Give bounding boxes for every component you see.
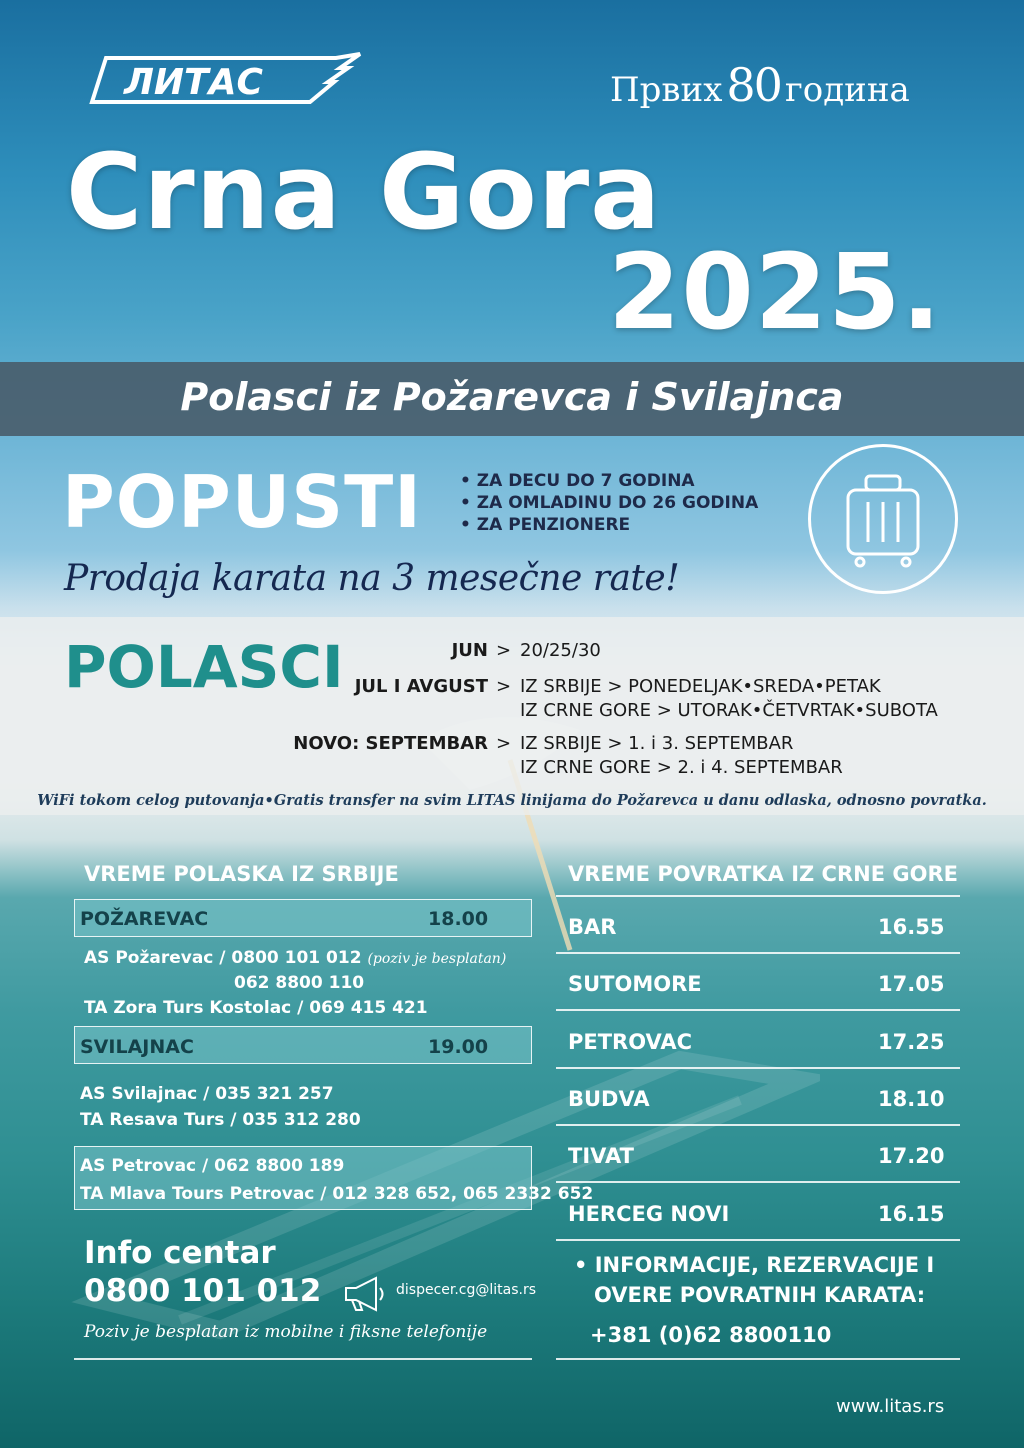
departure-value: IZ CRNE GORE > UTORAK•ČETVRTAK•SUBOTA — [520, 700, 938, 721]
mlava-agency-contact: TA Mlava Tours Petrovac / 012 328 652, 065 2332 652 — [80, 1184, 594, 1204]
slogan-pre: Првих — [610, 70, 723, 110]
reservation-phone[interactable]: +381 (0)62 8800110 — [590, 1323, 832, 1347]
installments-text: Prodaja karata na 3 mesečne rate! — [64, 558, 680, 599]
discount-item: • ZA DECU DO 7 GODINA — [460, 470, 758, 492]
divider — [556, 1067, 960, 1069]
main-title: Crna Gora — [66, 131, 662, 253]
free-call-note: (poziv je besplatan) — [367, 951, 507, 967]
discounts-title: POPUSTI — [62, 460, 422, 544]
divider — [556, 1009, 960, 1011]
departure-value: IZ SRBIJE > PONEDELJAK•SREDA•PETAK — [520, 676, 881, 697]
discounts-list — [460, 470, 758, 536]
return-times-heading: VREME POVRATKA IZ CRNE GORE — [568, 862, 958, 886]
return-city: SUTOMORE — [568, 972, 702, 996]
departure-times-heading: VREME POLASKA IZ SRBIJE — [84, 862, 399, 886]
divider — [556, 1181, 960, 1183]
main-title-year: 2025. — [608, 231, 942, 353]
wifi-note: WiFi tokom celog putovanja•Gratis transfer na svim LITAS linijama do Požarevca u danu odlaska, odnosno povratka. — [37, 792, 987, 809]
megaphone-icon — [342, 1276, 388, 1312]
departure-label-septembar: NOVO: SEPTEMBAR — [293, 733, 488, 754]
divider — [74, 1358, 532, 1360]
arrow: > — [496, 733, 512, 754]
departure-value: IZ CRNE GORE > 2. i 4. SEPTEMBAR — [520, 757, 843, 778]
return-time: 17.20 — [878, 1144, 945, 1168]
discount-item: • ZA OMLADINU DO 26 GODINA — [460, 492, 758, 514]
reservation-info-line1: • INFORMACIJE, REZERVACIJE I — [574, 1253, 935, 1277]
litas-logo — [88, 52, 363, 108]
return-time: 16.55 — [878, 915, 945, 939]
pozarevac-time: 18.00 — [428, 908, 489, 930]
svilajnac-city: SVILAJNAC — [80, 1036, 194, 1058]
svilajnac-station-contact: AS Svilajnac / 035 321 257 — [80, 1084, 334, 1104]
return-city: BAR — [568, 915, 617, 939]
dispatcher-email[interactable]: dispecer.cg@litas.rs — [396, 1282, 537, 1298]
slogan-number: 80 — [726, 58, 781, 112]
route-band-text: Polasci iz Požarevca i Svilajnca — [180, 375, 844, 419]
arrow: > — [496, 676, 512, 697]
departure-value: 20/25/30 — [520, 640, 601, 661]
divider — [556, 1358, 960, 1360]
pozarevac-phone2: 062 8800 110 — [234, 973, 365, 993]
free-call-note: Poziv je besplatan iz mobilne i fiksne telefonije — [84, 1322, 488, 1342]
arrow: > — [496, 640, 512, 661]
departures-title: POLASCI — [64, 633, 344, 701]
slogan-post: година — [784, 70, 910, 110]
contact-text: AS Požarevac / 0800 101 012 — [84, 948, 362, 968]
return-city: TIVAT — [568, 1144, 634, 1168]
pozarevac-station-contact — [84, 948, 506, 968]
petrovac-station-contact: AS Petrovac / 062 8800 189 — [80, 1156, 345, 1176]
info-center-phone[interactable]: 0800 101 012 — [84, 1273, 322, 1309]
pozarevac-city: POŽAREVAC — [80, 908, 209, 930]
return-time: 17.25 — [878, 1030, 945, 1054]
departure-value: IZ SRBIJE > 1. i 3. SEPTEMBAR — [520, 733, 794, 754]
reservation-info-line2: OVERE POVRATNIH KARATA: — [594, 1283, 926, 1307]
divider — [556, 1239, 960, 1241]
info-center-title: Info centar — [84, 1235, 276, 1271]
divider — [556, 952, 960, 954]
return-city: BUDVA — [568, 1087, 650, 1111]
return-city: PETROVAC — [568, 1030, 693, 1054]
return-time: 17.05 — [878, 972, 945, 996]
divider — [556, 1124, 960, 1126]
resava-agency-contact: TA Resava Turs / 035 312 280 — [80, 1110, 361, 1130]
return-city: HERCEG NOVI — [568, 1202, 730, 1226]
return-time: 18.10 — [878, 1087, 945, 1111]
divider — [556, 895, 960, 897]
return-time: 16.15 — [878, 1202, 945, 1226]
slogan — [610, 58, 910, 112]
suitcase-icon — [838, 470, 928, 570]
departure-label-jun: JUN — [451, 640, 488, 661]
departure-label-jul-avgust: JUL I AVGUST — [354, 676, 488, 697]
svg-text:ЛИТАС: ЛИТАС — [124, 62, 263, 103]
svilajnac-time: 19.00 — [428, 1036, 489, 1058]
discount-item: • ZA PENZIONERE — [460, 514, 758, 536]
website-link[interactable]: www.litas.rs — [836, 1396, 945, 1417]
kostolac-agency-contact: TA Zora Turs Kostolac / 069 415 421 — [84, 998, 428, 1018]
